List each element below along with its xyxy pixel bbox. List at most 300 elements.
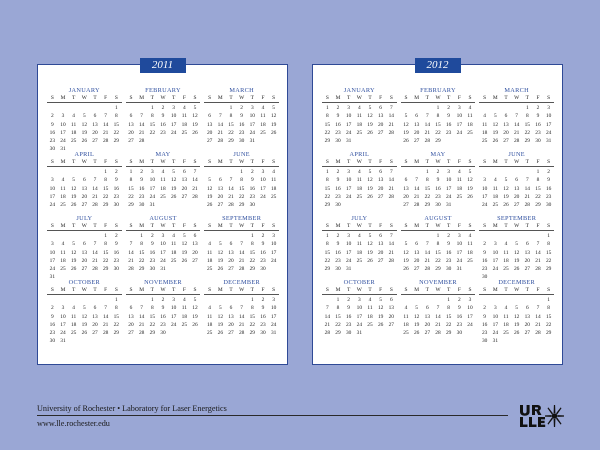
day-grid: [204, 104, 279, 145]
day-number: 25: [181, 321, 188, 328]
weekday-label: T: [425, 95, 429, 101]
day-number: 12: [367, 113, 373, 120]
day-number: 19: [181, 249, 188, 256]
day-number: 17: [60, 321, 66, 328]
day-number: 6: [515, 177, 518, 184]
day-number: 1: [325, 169, 329, 175]
day-number: 8: [104, 177, 107, 184]
weekday-label: F: [379, 159, 383, 165]
day-number: 29: [113, 330, 119, 337]
day-number: 28: [388, 129, 394, 136]
empty-day-cell: [58, 168, 69, 176]
day-number: 14: [138, 313, 145, 320]
day-number: 16: [481, 321, 488, 328]
day-number: 25: [270, 193, 277, 200]
day-number: 12: [192, 305, 198, 312]
day-number: 14: [388, 177, 394, 184]
weekday-label: M: [492, 95, 498, 101]
day-number: 14: [238, 313, 245, 320]
day-number: 19: [403, 129, 409, 136]
day-number: 7: [193, 169, 197, 175]
weekday-label: S: [129, 223, 133, 229]
day-number: 24: [60, 330, 66, 337]
day-number: 10: [456, 241, 463, 248]
day-number: 12: [81, 121, 88, 128]
weekday-label: F: [104, 159, 108, 165]
day-number: 30: [260, 266, 266, 273]
day-number: 17: [345, 185, 352, 192]
weekday-label: S: [193, 159, 197, 165]
day-number: 26: [377, 321, 384, 328]
day-number: 6: [93, 113, 97, 120]
day-number: 25: [160, 193, 166, 200]
day-number: 13: [81, 185, 88, 192]
empty-day-cell: [47, 232, 58, 240]
day-number: 23: [49, 330, 56, 337]
month-february: [401, 87, 476, 151]
day-number: 7: [525, 177, 529, 184]
day-number: 30: [445, 266, 452, 273]
day-number: 21: [102, 129, 109, 136]
weekday-label: W: [81, 159, 87, 165]
day-number: 11: [356, 241, 362, 248]
empty-day-cell: [68, 104, 79, 112]
weekday-label: W: [239, 95, 245, 101]
weekday-label: W: [160, 223, 166, 229]
day-number: 23: [445, 129, 452, 136]
month-name: NOVEMBER: [419, 279, 457, 286]
day-number: 25: [60, 202, 66, 209]
day-number: 12: [492, 121, 499, 128]
day-number: 5: [379, 297, 382, 303]
day-number: 15: [545, 313, 552, 320]
day-number: 17: [456, 121, 463, 128]
day-number: 7: [436, 305, 440, 312]
day-number: 6: [182, 169, 186, 175]
day-number: 20: [81, 193, 88, 200]
day-number: 19: [270, 121, 277, 128]
day-number: 1: [425, 169, 429, 175]
empty-day-cell: [522, 296, 533, 304]
day-number: 17: [149, 185, 156, 192]
day-number: 18: [492, 193, 499, 200]
weekday-label: T: [93, 159, 97, 165]
day-number: 2: [436, 169, 440, 175]
weekday-label: F: [379, 223, 383, 229]
day-number: 29: [249, 266, 255, 273]
day-number: 18: [356, 121, 363, 128]
day-number: 1: [240, 169, 243, 175]
month-june: [479, 151, 554, 215]
day-number: 23: [535, 129, 541, 136]
day-number: 13: [403, 185, 409, 192]
day-number: 11: [467, 241, 473, 248]
day-number: 10: [345, 241, 352, 248]
day-number: 4: [357, 105, 361, 111]
day-number: 26: [513, 266, 520, 273]
day-number: 8: [447, 305, 450, 312]
weekday-label: M: [414, 95, 420, 101]
day-number: 24: [445, 193, 452, 200]
day-number: 29: [138, 266, 145, 273]
day-number: 19: [206, 193, 213, 200]
day-number: 11: [71, 121, 77, 128]
day-number: 13: [377, 241, 384, 248]
day-number: 31: [49, 274, 56, 279]
day-number: 24: [249, 129, 255, 136]
calendar-2011-panel: [37, 59, 288, 365]
month-name: MARCH: [229, 87, 254, 94]
day-number: 16: [260, 313, 266, 320]
day-number: 17: [49, 257, 56, 264]
day-number: 29: [535, 202, 541, 209]
weekday-label: M: [335, 159, 341, 165]
empty-day-cell: [68, 232, 79, 240]
day-number: 1: [447, 297, 450, 303]
day-number: 29: [128, 202, 134, 209]
day-number: 6: [404, 177, 408, 184]
day-number: 9: [447, 113, 450, 120]
weekday-label: T: [425, 223, 429, 229]
weekday-label: M: [492, 159, 498, 165]
day-number: 29: [238, 202, 245, 209]
day-number: 19: [70, 193, 77, 200]
month-name: OCTOBER: [343, 279, 376, 286]
weekday-label: W: [239, 223, 245, 229]
day-number: 26: [70, 266, 77, 273]
day-number: 13: [377, 177, 384, 184]
day-number: 16: [138, 185, 145, 192]
day-number: 29: [435, 138, 441, 145]
weekday-label: M: [60, 95, 66, 101]
weekday-header: [126, 223, 201, 231]
weekday-header: [479, 223, 554, 231]
day-number: 12: [70, 185, 77, 192]
ur-lle-logo: [518, 404, 564, 428]
month-october: [47, 279, 122, 343]
day-number: 4: [493, 177, 497, 184]
empty-day-cell: [215, 232, 226, 240]
weekday-label: T: [504, 159, 508, 165]
day-number: 18: [356, 185, 363, 192]
empty-day-cell: [79, 296, 90, 304]
day-number: 19: [367, 185, 373, 192]
day-number: 10: [345, 177, 352, 184]
weekday-label: T: [150, 223, 154, 229]
day-number: 2: [483, 305, 486, 312]
weekday-label: T: [447, 95, 451, 101]
day-number: 24: [60, 138, 66, 145]
day-number: 4: [208, 305, 211, 312]
day-number: 23: [445, 257, 452, 264]
day-number: 18: [60, 193, 66, 200]
day-number: 23: [160, 321, 166, 328]
months-grid: [47, 87, 279, 343]
day-number: 21: [388, 121, 394, 128]
day-number: 30: [49, 338, 56, 343]
day-number: 25: [492, 202, 499, 209]
day-number: 28: [92, 266, 98, 273]
empty-day-cell: [226, 168, 237, 176]
weekday-header: [47, 287, 122, 295]
weekday-label: S: [404, 95, 408, 101]
day-number: 21: [228, 193, 234, 200]
day-number: 7: [325, 305, 329, 312]
month-name: APRIL: [74, 151, 95, 158]
day-number: 28: [217, 138, 224, 145]
day-number: 10: [545, 113, 552, 120]
day-number: 19: [81, 129, 88, 136]
weekday-label: S: [272, 223, 276, 229]
day-number: 6: [129, 113, 133, 120]
day-number: 23: [238, 129, 245, 136]
day-number: 23: [113, 193, 119, 200]
weekday-label: S: [129, 159, 133, 165]
day-number: 22: [324, 129, 331, 136]
day-number: 8: [150, 113, 154, 120]
weekday-label: S: [208, 95, 212, 101]
weekday-label: S: [114, 95, 118, 101]
weekday-label: T: [368, 159, 372, 165]
day-number: 9: [447, 241, 450, 248]
day-number: 6: [208, 113, 211, 120]
empty-day-cell: [90, 296, 101, 304]
day-number: 27: [503, 138, 509, 145]
empty-day-cell: [90, 168, 101, 176]
day-number: 5: [193, 105, 197, 111]
day-number: 8: [547, 305, 550, 312]
day-number: 21: [535, 321, 541, 328]
empty-day-cell: [411, 168, 422, 176]
day-number: 14: [424, 121, 431, 128]
weekday-label: S: [468, 223, 472, 229]
day-number: 5: [515, 241, 518, 248]
day-number: 26: [270, 129, 277, 136]
weekday-label: W: [356, 287, 362, 293]
day-number: 11: [456, 177, 462, 184]
weekday-label: T: [72, 95, 76, 101]
empty-day-cell: [68, 296, 79, 304]
day-number: 15: [324, 249, 331, 256]
month-october: [322, 279, 397, 343]
day-number: 28: [138, 138, 145, 145]
day-number: 13: [503, 121, 509, 128]
day-number: 24: [345, 129, 352, 136]
month-name: AUGUST: [149, 215, 177, 222]
day-number: 25: [260, 129, 266, 136]
day-number: 16: [260, 249, 266, 256]
day-number: 2: [261, 233, 265, 239]
month-name: DECEMBER: [223, 279, 260, 286]
day-number: 15: [113, 121, 119, 128]
day-number: 2: [50, 113, 54, 120]
day-number: 21: [138, 321, 145, 328]
day-number: 25: [206, 330, 213, 337]
day-number: 27: [92, 330, 98, 337]
day-number: 10: [445, 177, 452, 184]
day-number: 28: [324, 330, 331, 337]
day-number: 12: [403, 249, 409, 256]
month-name: MAY: [155, 151, 171, 158]
day-number: 20: [377, 249, 384, 256]
day-number: 2: [114, 169, 118, 175]
day-number: 8: [336, 305, 340, 312]
day-number: 22: [113, 129, 119, 136]
weekday-label: F: [182, 223, 186, 229]
weekday-label: S: [114, 159, 118, 165]
day-number: 26: [513, 330, 520, 337]
day-number: 11: [403, 313, 409, 320]
weekday-label: M: [139, 159, 145, 165]
day-number: 9: [140, 177, 143, 184]
day-number: 17: [249, 121, 255, 128]
day-number: 22: [102, 193, 109, 200]
day-number: 24: [356, 321, 363, 328]
day-number: 26: [367, 193, 373, 200]
day-number: 10: [249, 113, 255, 120]
empty-day-cell: [204, 104, 215, 112]
day-number: 29: [102, 202, 109, 209]
day-number: 15: [128, 185, 134, 192]
weekday-label: F: [182, 95, 186, 101]
day-number: 16: [445, 249, 452, 256]
day-number: 4: [483, 113, 486, 120]
month-september: [204, 215, 279, 279]
empty-day-cell: [511, 104, 522, 112]
day-number: 30: [149, 266, 156, 273]
day-number: 25: [456, 193, 463, 200]
empty-day-cell: [215, 296, 226, 304]
day-number: 21: [102, 321, 109, 328]
day-number: 21: [424, 257, 431, 264]
day-number: 14: [388, 113, 394, 120]
day-number: 27: [128, 138, 134, 145]
day-number: 5: [404, 113, 408, 120]
empty-day-cell: [100, 104, 111, 112]
day-number: 1: [525, 105, 529, 111]
day-number: 8: [140, 241, 143, 248]
weekday-label: T: [229, 223, 233, 229]
day-number: 17: [60, 129, 66, 136]
day-number: 23: [335, 257, 341, 264]
day-number: 9: [50, 121, 54, 128]
day-number: 23: [260, 257, 266, 264]
month-name: JANUARY: [343, 87, 375, 94]
day-number: 4: [468, 105, 472, 111]
day-grid: [322, 232, 397, 273]
day-number: 27: [513, 202, 520, 209]
day-number: 17: [456, 249, 463, 256]
day-number: 8: [129, 177, 133, 184]
weekday-label: S: [483, 223, 487, 229]
day-grid: [479, 296, 554, 343]
day-number: 13: [206, 121, 213, 128]
day-number: 3: [493, 305, 497, 312]
weekday-label: W: [514, 287, 520, 293]
day-number: 26: [170, 193, 177, 200]
day-grid: [322, 296, 397, 337]
day-number: 30: [535, 138, 541, 145]
day-number: 15: [149, 313, 156, 320]
day-number: 2: [483, 241, 486, 248]
month-name: NOVEMBER: [144, 279, 182, 286]
empty-day-cell: [79, 168, 90, 176]
weekday-header: [204, 287, 279, 295]
day-number: 11: [367, 305, 373, 312]
day-number: 30: [481, 338, 488, 343]
day-number: 8: [325, 177, 329, 184]
weekday-label: W: [435, 223, 441, 229]
day-number: 24: [481, 202, 488, 209]
day-number: 10: [170, 305, 177, 312]
month-name: SEPTEMBER: [497, 215, 537, 222]
month-june: [204, 151, 279, 215]
day-number: 23: [481, 266, 488, 273]
day-number: 7: [240, 305, 243, 312]
weekday-label: M: [139, 95, 145, 101]
day-number: 9: [547, 177, 550, 184]
day-number: 3: [347, 169, 350, 175]
weekday-label: T: [425, 287, 429, 293]
day-number: 10: [60, 121, 66, 128]
day-number: 26: [206, 202, 213, 209]
day-number: 27: [413, 266, 420, 273]
day-grid: [322, 168, 397, 209]
day-number: 8: [547, 241, 550, 248]
day-number: 2: [336, 169, 340, 175]
day-number: 8: [425, 177, 429, 184]
day-number: 7: [389, 105, 393, 111]
day-grid: [479, 232, 554, 279]
day-number: 13: [228, 313, 234, 320]
day-number: 18: [270, 185, 277, 192]
day-number: 7: [389, 169, 393, 175]
weekday-label: S: [404, 159, 408, 165]
day-number: 4: [61, 241, 65, 248]
weekday-label: F: [536, 223, 540, 229]
day-number: 10: [49, 185, 56, 192]
empty-day-cell: [322, 296, 333, 304]
weekday-label: T: [229, 95, 233, 101]
day-number: 14: [128, 249, 134, 256]
day-number: 14: [92, 249, 98, 256]
day-number: 31: [356, 330, 363, 337]
weekday-label: W: [239, 287, 245, 293]
day-number: 8: [114, 113, 118, 120]
weekday-label: S: [389, 287, 393, 293]
day-number: 20: [128, 129, 134, 136]
day-number: 17: [492, 321, 499, 328]
weekday-header: [401, 287, 476, 295]
day-number: 23: [249, 193, 255, 200]
month-name: JULY: [76, 215, 93, 222]
day-number: 31: [149, 202, 156, 209]
day-number: 5: [72, 177, 75, 184]
month-name: SEPTEMBER: [222, 215, 262, 222]
day-number: 13: [128, 121, 134, 128]
day-number: 7: [229, 177, 233, 184]
day-number: 26: [467, 193, 473, 200]
day-number: 27: [524, 266, 530, 273]
weekday-label: T: [150, 287, 154, 293]
day-number: 2: [336, 105, 340, 111]
weekday-label: T: [347, 159, 351, 165]
day-number: 13: [413, 121, 420, 128]
day-number: 11: [60, 185, 66, 192]
day-number: 28: [388, 193, 394, 200]
month-april: [47, 151, 122, 215]
day-number: 12: [206, 185, 213, 192]
